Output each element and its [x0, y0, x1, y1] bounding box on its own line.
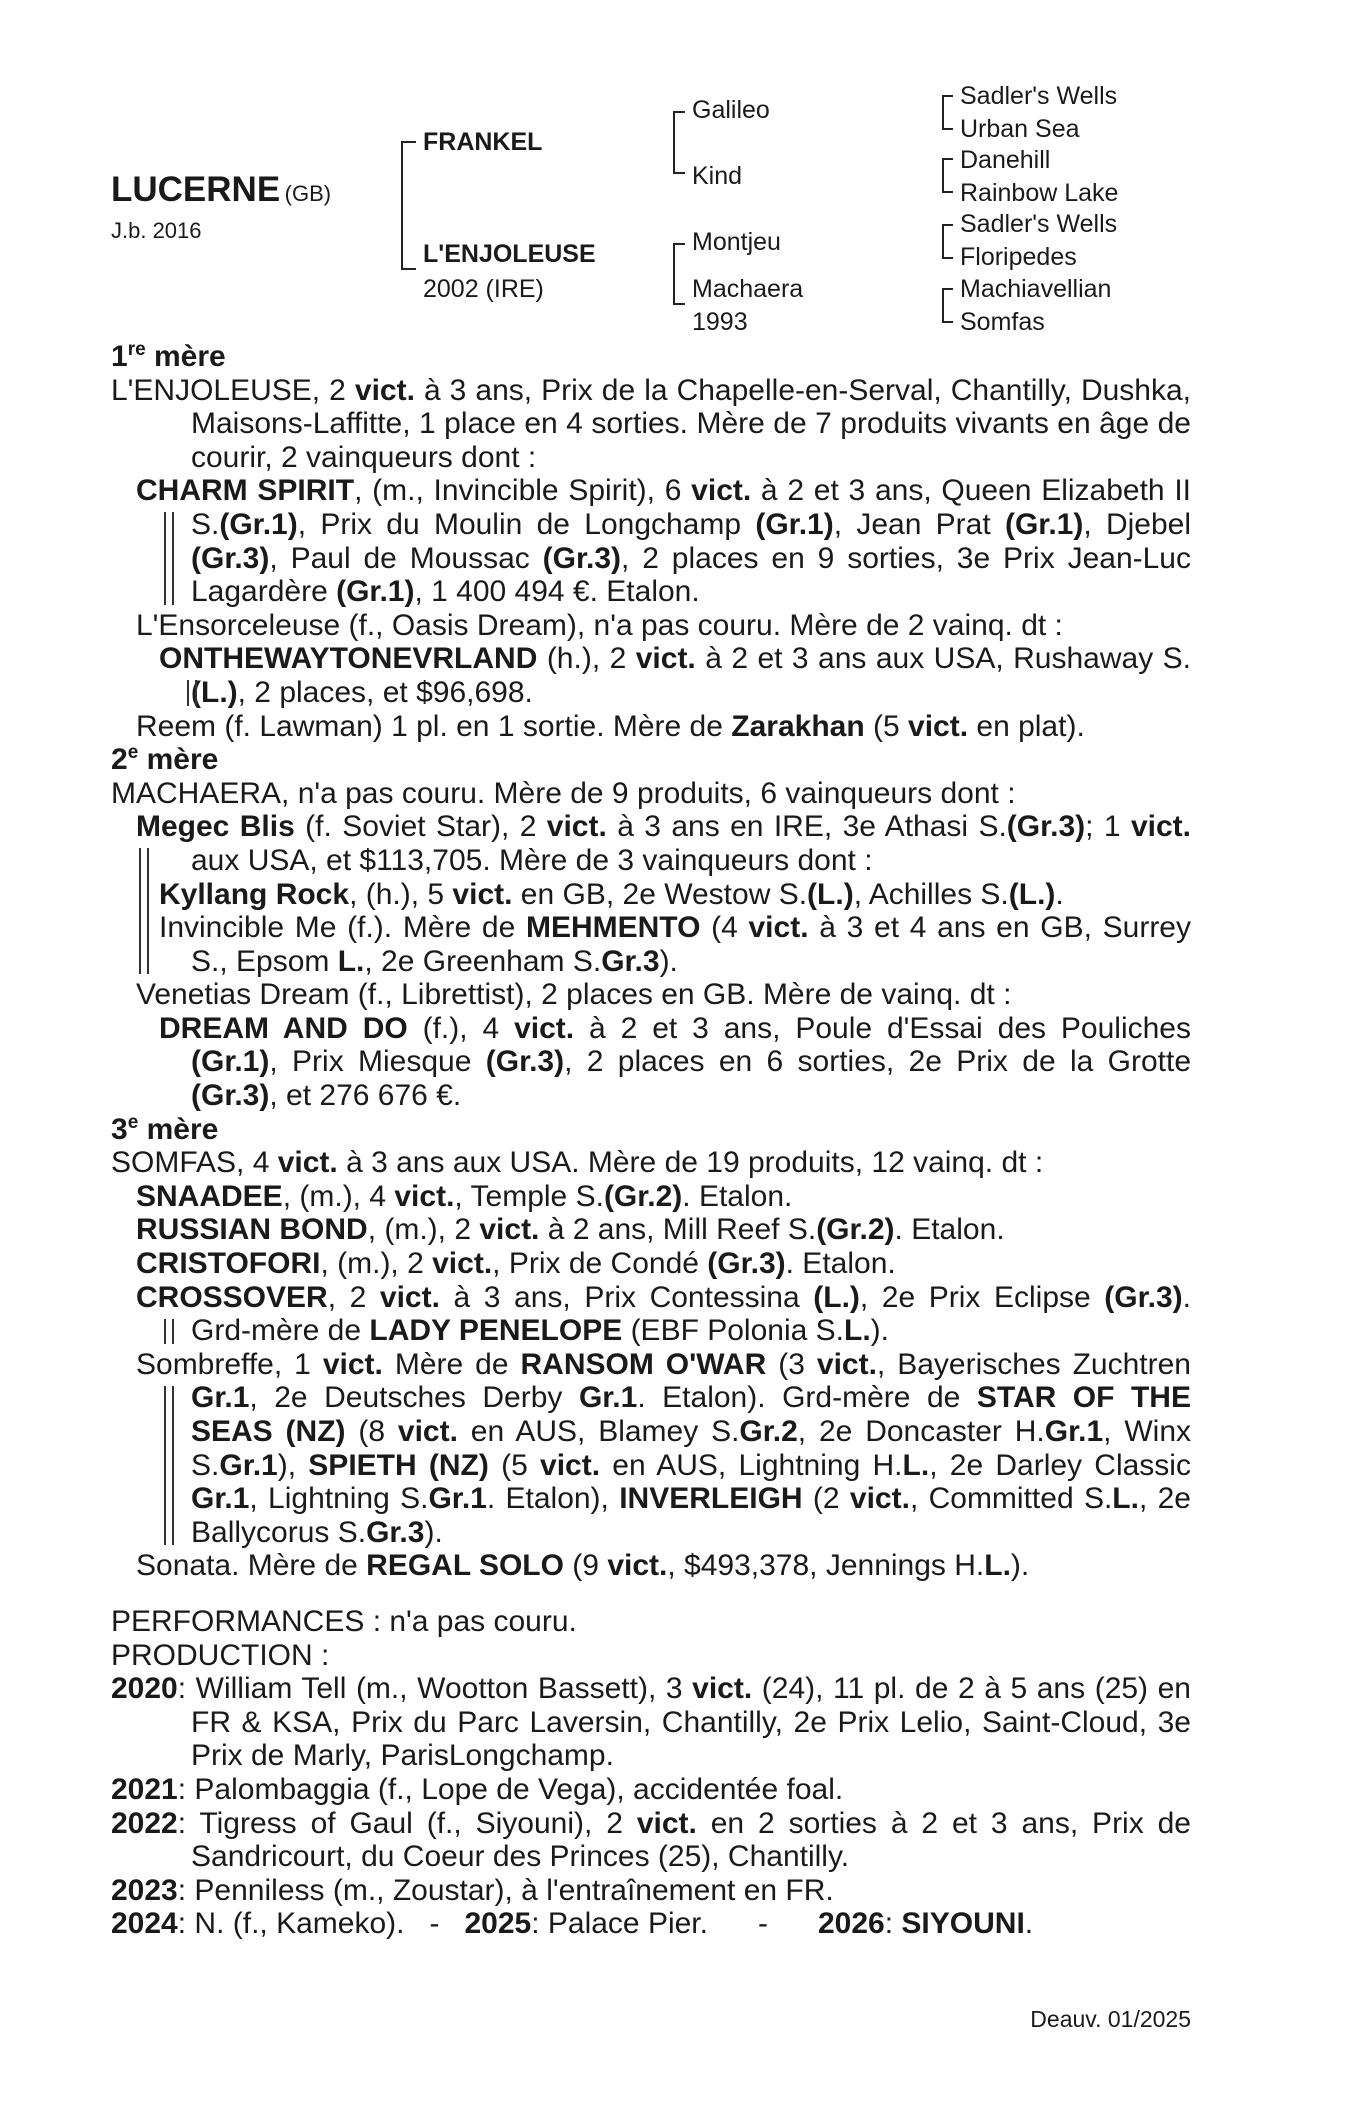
- dam-name: L'ENJOLEUSE: [423, 240, 596, 268]
- sire-name: FRANKEL: [423, 128, 543, 156]
- gen3-item: Floripedes: [960, 243, 1077, 271]
- footer-sale-ref: Deauv. 01/2025: [1030, 2006, 1191, 2032]
- produce-entry: Megec Blis (f. Soviet Star), 2 vict. à 3 ans en IRE, 3e Athasi S.(Gr.3); 1 vict. aux USA, et $113,705. Mère de 3 vainqueurs dont :: [136, 810, 1191, 877]
- produce-group: [111, 810, 1191, 978]
- production-entry: 2020: William Tell (m., Wootton Bassett), 3 vict. (24), 11 pl. de 2 à 5 ans (25) en FR & KSA, Prix du Parc Laversin, Chantilly, 2e Prix Lelio, Saint-Cloud, 3e Prix de Marly, ParisLongchamp.: [111, 1672, 1191, 1773]
- dam-entry: SOMFAS, 4 vict. à 3 ans aux USA. Mère de 19 produits, 12 vainq. dt :: [111, 1146, 1044, 1180]
- gen3-item: Danehill: [960, 146, 1051, 174]
- gen3-bracket: [942, 224, 953, 259]
- gen2-item: Galileo: [692, 96, 770, 124]
- horse-name: LUCERNE: [111, 170, 281, 209]
- production-entry: 2023: Penniless (m., Zoustar), à l'entraînement en FR.: [111, 1873, 834, 1907]
- horse-origin: (GB): [284, 181, 332, 206]
- produce-entry: Kyllang Rock, (h.), 5 vict. en GB, 2e Westow S.(L.), Achilles S.(L.).: [159, 877, 1064, 911]
- heading-first-dam: 1re mère: [111, 339, 226, 373]
- produce-entry: ONTHEWAYTONEVRLAND (h.), 2 vict. à 2 et 3 ans aux USA, Rushaway S.(L.), 2 places, et $96,698.: [159, 642, 1191, 709]
- gen3-bracket: [942, 288, 953, 323]
- produce-entry: CRISTOFORI, (m.), 2 vict., Prix de Condé (Gr.3). Etalon.: [136, 1247, 896, 1281]
- produce-entry: DREAM AND DO (f.), 4 vict. à 2 et 3 ans, Poule d'Essai des Pouliches (Gr.1), Prix Miesque (Gr.3), 2 places en 6 sorties, 2e Prix de la Grotte (Gr.3), et 276 676 €.: [159, 1011, 1192, 1113]
- heading-second-dam: 2e mère: [111, 742, 219, 777]
- produce-entry: CROSSOVER, 2 vict. à 3 ans, Prix Contessina (L.), 2e Prix Eclipse (Gr.3). Grd-mère de LADY PENELOPE (EBF Polonia S.L.).: [136, 1280, 1191, 1348]
- gen3-item: Machiavellian: [960, 275, 1112, 303]
- horse-birth: J.b. 2016: [111, 218, 202, 243]
- gen2-item: 1993: [692, 308, 748, 336]
- produce-entry: CHARM SPIRIT, (m., Invincible Spirit), 6 vict. à 2 et 3 ans, Queen Elizabeth II S.(Gr.1), Prix du Moulin de Longchamp (Gr.1), Jean Prat (Gr.1), Djebel (Gr.3), Paul de Moussac (Gr.3), 2 places en 9 sorties, 3e Prix Jean-Luc Lagardère (Gr.1), 1 400 494 €. Etalon.: [136, 474, 1192, 609]
- produce-entry: RUSSIAN BOND, (m.), 2 vict. à 2 ans, Mill Reef S.(Gr.2). Etalon.: [136, 1213, 1005, 1247]
- dam-birth: 2002 (IRE): [423, 275, 544, 303]
- gen3-item: Rainbow Lake: [960, 179, 1119, 207]
- heading-third-dam: 3e mère: [111, 1111, 219, 1146]
- gen3-item: Urban Sea: [960, 115, 1080, 143]
- catalogue-body: [111, 340, 1191, 1941]
- production-entry: 2021: Palombaggia (f., Lope de Vega), accidentée foal.: [111, 1772, 844, 1806]
- produce-entry: Sombreffe, 1 vict. Mère de RANSOM O'WAR (3 vict., Bayerisches Zuchtren Gr.1, 2e Deutsches Derby Gr.1. Etalon). Grd-mère de STAR OF THE SEAS (NZ) (8 vict. en AUS, Blamey S.Gr.2, 2e Doncaster H.Gr.1, Winx S.Gr.1), SPIETH (NZ) (5 vict. en AUS, Lightning H.L., 2e Darley Classic Gr.1, Lightning S.Gr.1. Etalon), INVERLEIGH (2 vict., Committed S.L., 2e Ballycorus S.Gr.3).: [136, 1347, 1192, 1549]
- gen3-bracket: [942, 158, 953, 193]
- produce-entry: L'Ensorceleuse (f., Oasis Dream), n'a pas couru. Mère de 2 vainq. dt :: [136, 608, 1063, 642]
- gen2-item: Montjeu: [692, 228, 781, 256]
- produce-entry: Venetias Dream (f., Librettist), 2 places en GB. Mère de vainq. dt :: [136, 978, 1012, 1012]
- produce-entry: Invincible Me (f.). Mère de MEHMENTO (4 vict. à 3 et 4 ans en GB, Surrey S., Epsom L., 2e Greenham S.Gr.3).: [159, 911, 1191, 978]
- gen1-bracket: [401, 141, 416, 270]
- dam-entry: MACHAERA, n'a pas couru. Mère de 9 produits, 6 vainqueurs dont :: [111, 776, 1016, 810]
- gen2-item: Kind: [692, 162, 743, 190]
- gen2-bracket-sire: [673, 111, 685, 174]
- gen2-item: Machaera: [692, 275, 804, 303]
- produce-entry: Sonata. Mère de REGAL SOLO (9 vict., $493,378, Jennings H.L.).: [136, 1549, 1030, 1583]
- produce-entry: Reem (f. Lawman) 1 pl. en 1 sortie. Mère de Zarakhan (5 vict. en plat).: [136, 709, 1085, 743]
- gen3-item: Sadler's Wells: [960, 210, 1118, 238]
- production-heading: PRODUCTION :: [111, 1638, 330, 1672]
- gen3-bracket: [942, 95, 953, 130]
- horse-title: [111, 170, 331, 210]
- gen3-item: Sadler's Wells: [960, 82, 1118, 110]
- production-entry: 2022: Tigress of Gaul (f., Siyouni), 2 vict. en 2 sorties à 2 et 3 ans, Prix de Sandricourt, du Coeur des Princes (25), Chantilly.: [111, 1806, 1191, 1874]
- gen2-bracket-dam: [673, 243, 685, 305]
- production-entry: 2024: N. (f., Kameko). - 2025: Palace Pier. - 2026: SIYOUNI.: [111, 1907, 1034, 1941]
- gen3-item: Somfas: [960, 308, 1045, 336]
- dam-entry: L'ENJOLEUSE, 2 vict. à 3 ans, Prix de la Chapelle-en-Serval, Chantilly, Dushka, Maisons-Laffitte, 1 place en 4 sorties. Mère de 7 produits vivants en âge de courir, 2 vainqueurs dont :: [111, 373, 1191, 474]
- produce-entry: SNAADEE, (m.), 4 vict., Temple S.(Gr.2). Etalon.: [136, 1179, 793, 1213]
- performances-line: PERFORMANCES : n'a pas couru.: [111, 1604, 577, 1638]
